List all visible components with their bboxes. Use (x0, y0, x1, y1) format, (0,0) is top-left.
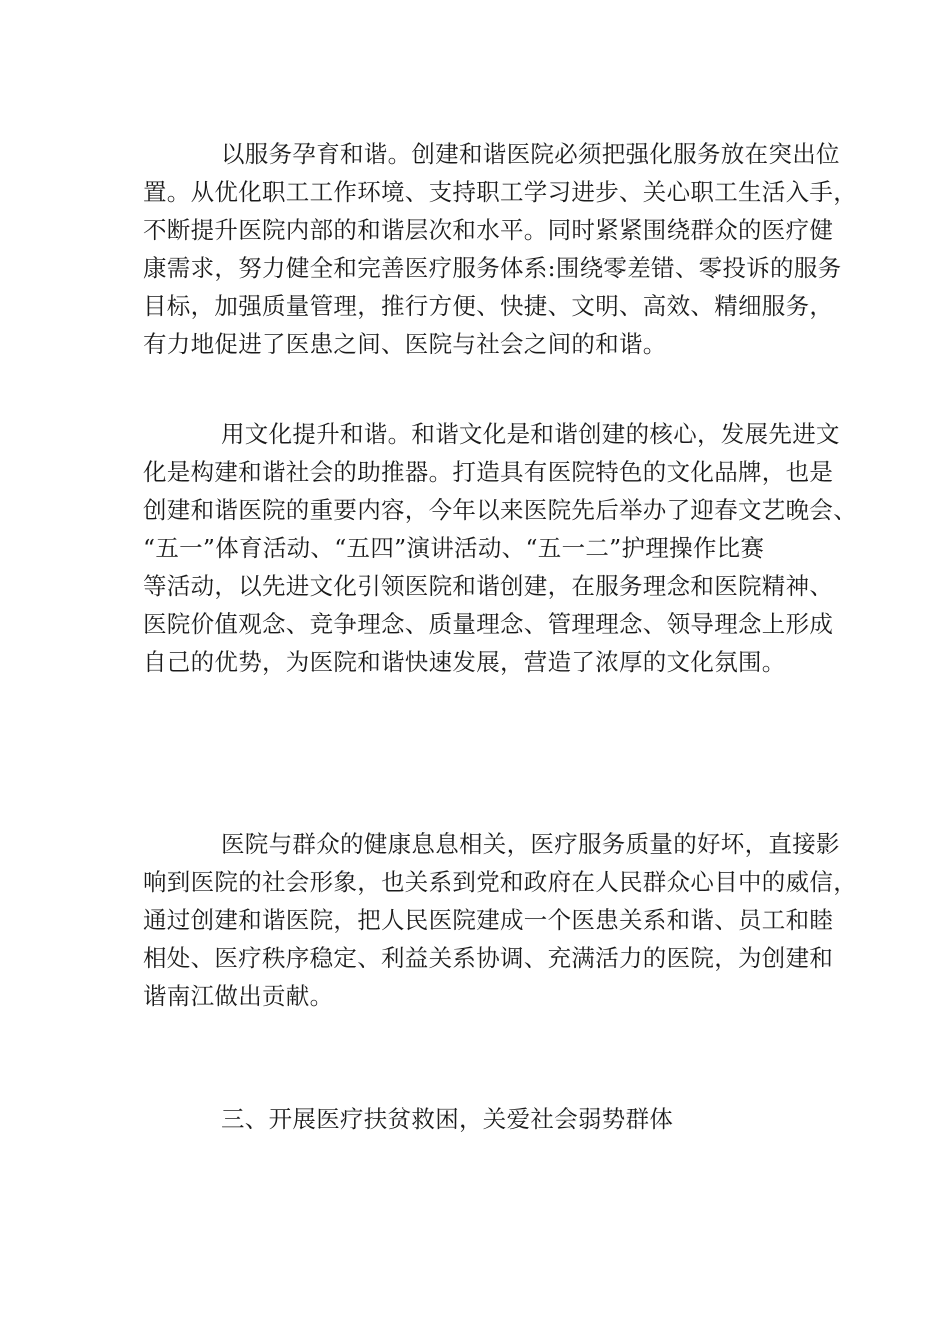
text-line: 目标，加强质量管理，推行方便、快捷、文明、高效、精细服务， (143, 292, 834, 320)
paragraph-hospital-image (143, 825, 857, 1015)
text-line: 康需求，努力健全和完善医疗服务体系:围绕零差错、零投诉的服务 (143, 254, 842, 282)
text-line: 有力地促进了医患之间、医院与社会之间的和谐。 (143, 330, 667, 358)
text-line: 不断提升医院内部的和谐层次和水平。同时紧紧围绕群众的医疗健 (143, 216, 834, 244)
text-line: 医院与群众的健康息息相关，医疗服务质量的好坏，直接影 (221, 830, 840, 858)
text-line: 创建和谐医院的重要内容，今年以来医院先后举办了迎春文艺晚会、 (143, 496, 857, 524)
text-line: 自己的优势，为医院和谐快速发展，营造了浓厚的文化氛围。 (143, 648, 786, 676)
text-line: 置。从优化职工工作环境、支持职工学习进步、关心职工生活入手， (143, 178, 857, 206)
text-line: 响到医院的社会形象，也关系到党和政府在人民群众心目中的威信， (143, 868, 857, 896)
text-line: 化是构建和谐社会的助推器。打造具有医院特色的文化品牌，也是 (143, 458, 834, 486)
text-line: 等活动，以先进文化引领医院和谐创建，在服务理念和医院精神、 (143, 572, 834, 600)
text-line: 通过创建和谐医院，把人民医院建成一个医患关系和谐、员工和睦 (143, 906, 834, 934)
text-line: 谐南江做出贡献。 (143, 982, 334, 1010)
text-line: 三、开展医疗扶贫救困，关爱社会弱势群体 (221, 1105, 674, 1133)
paragraph-culture-harmony (143, 415, 857, 681)
text-line: 以服务孕育和谐。创建和谐医院必须把强化服务放在突出位 (221, 140, 840, 168)
text-line: 医院价值观念、竞争理念、质量理念、管理理念、领导理念上形成 (143, 610, 834, 638)
paragraph-service-harmony (143, 135, 857, 363)
section-heading-poverty-relief (143, 1100, 673, 1138)
text-line: 用文化提升和谐。和谐文化是和谐创建的核心，发展先进文 (221, 420, 840, 448)
text-line: “五一”体育活动、“五四”演讲活动、“五一二”护理操作比赛 (143, 534, 765, 562)
text-line: 相处、医疗秩序稳定、利益关系协调、充满活力的医院，为创建和 (143, 944, 834, 972)
